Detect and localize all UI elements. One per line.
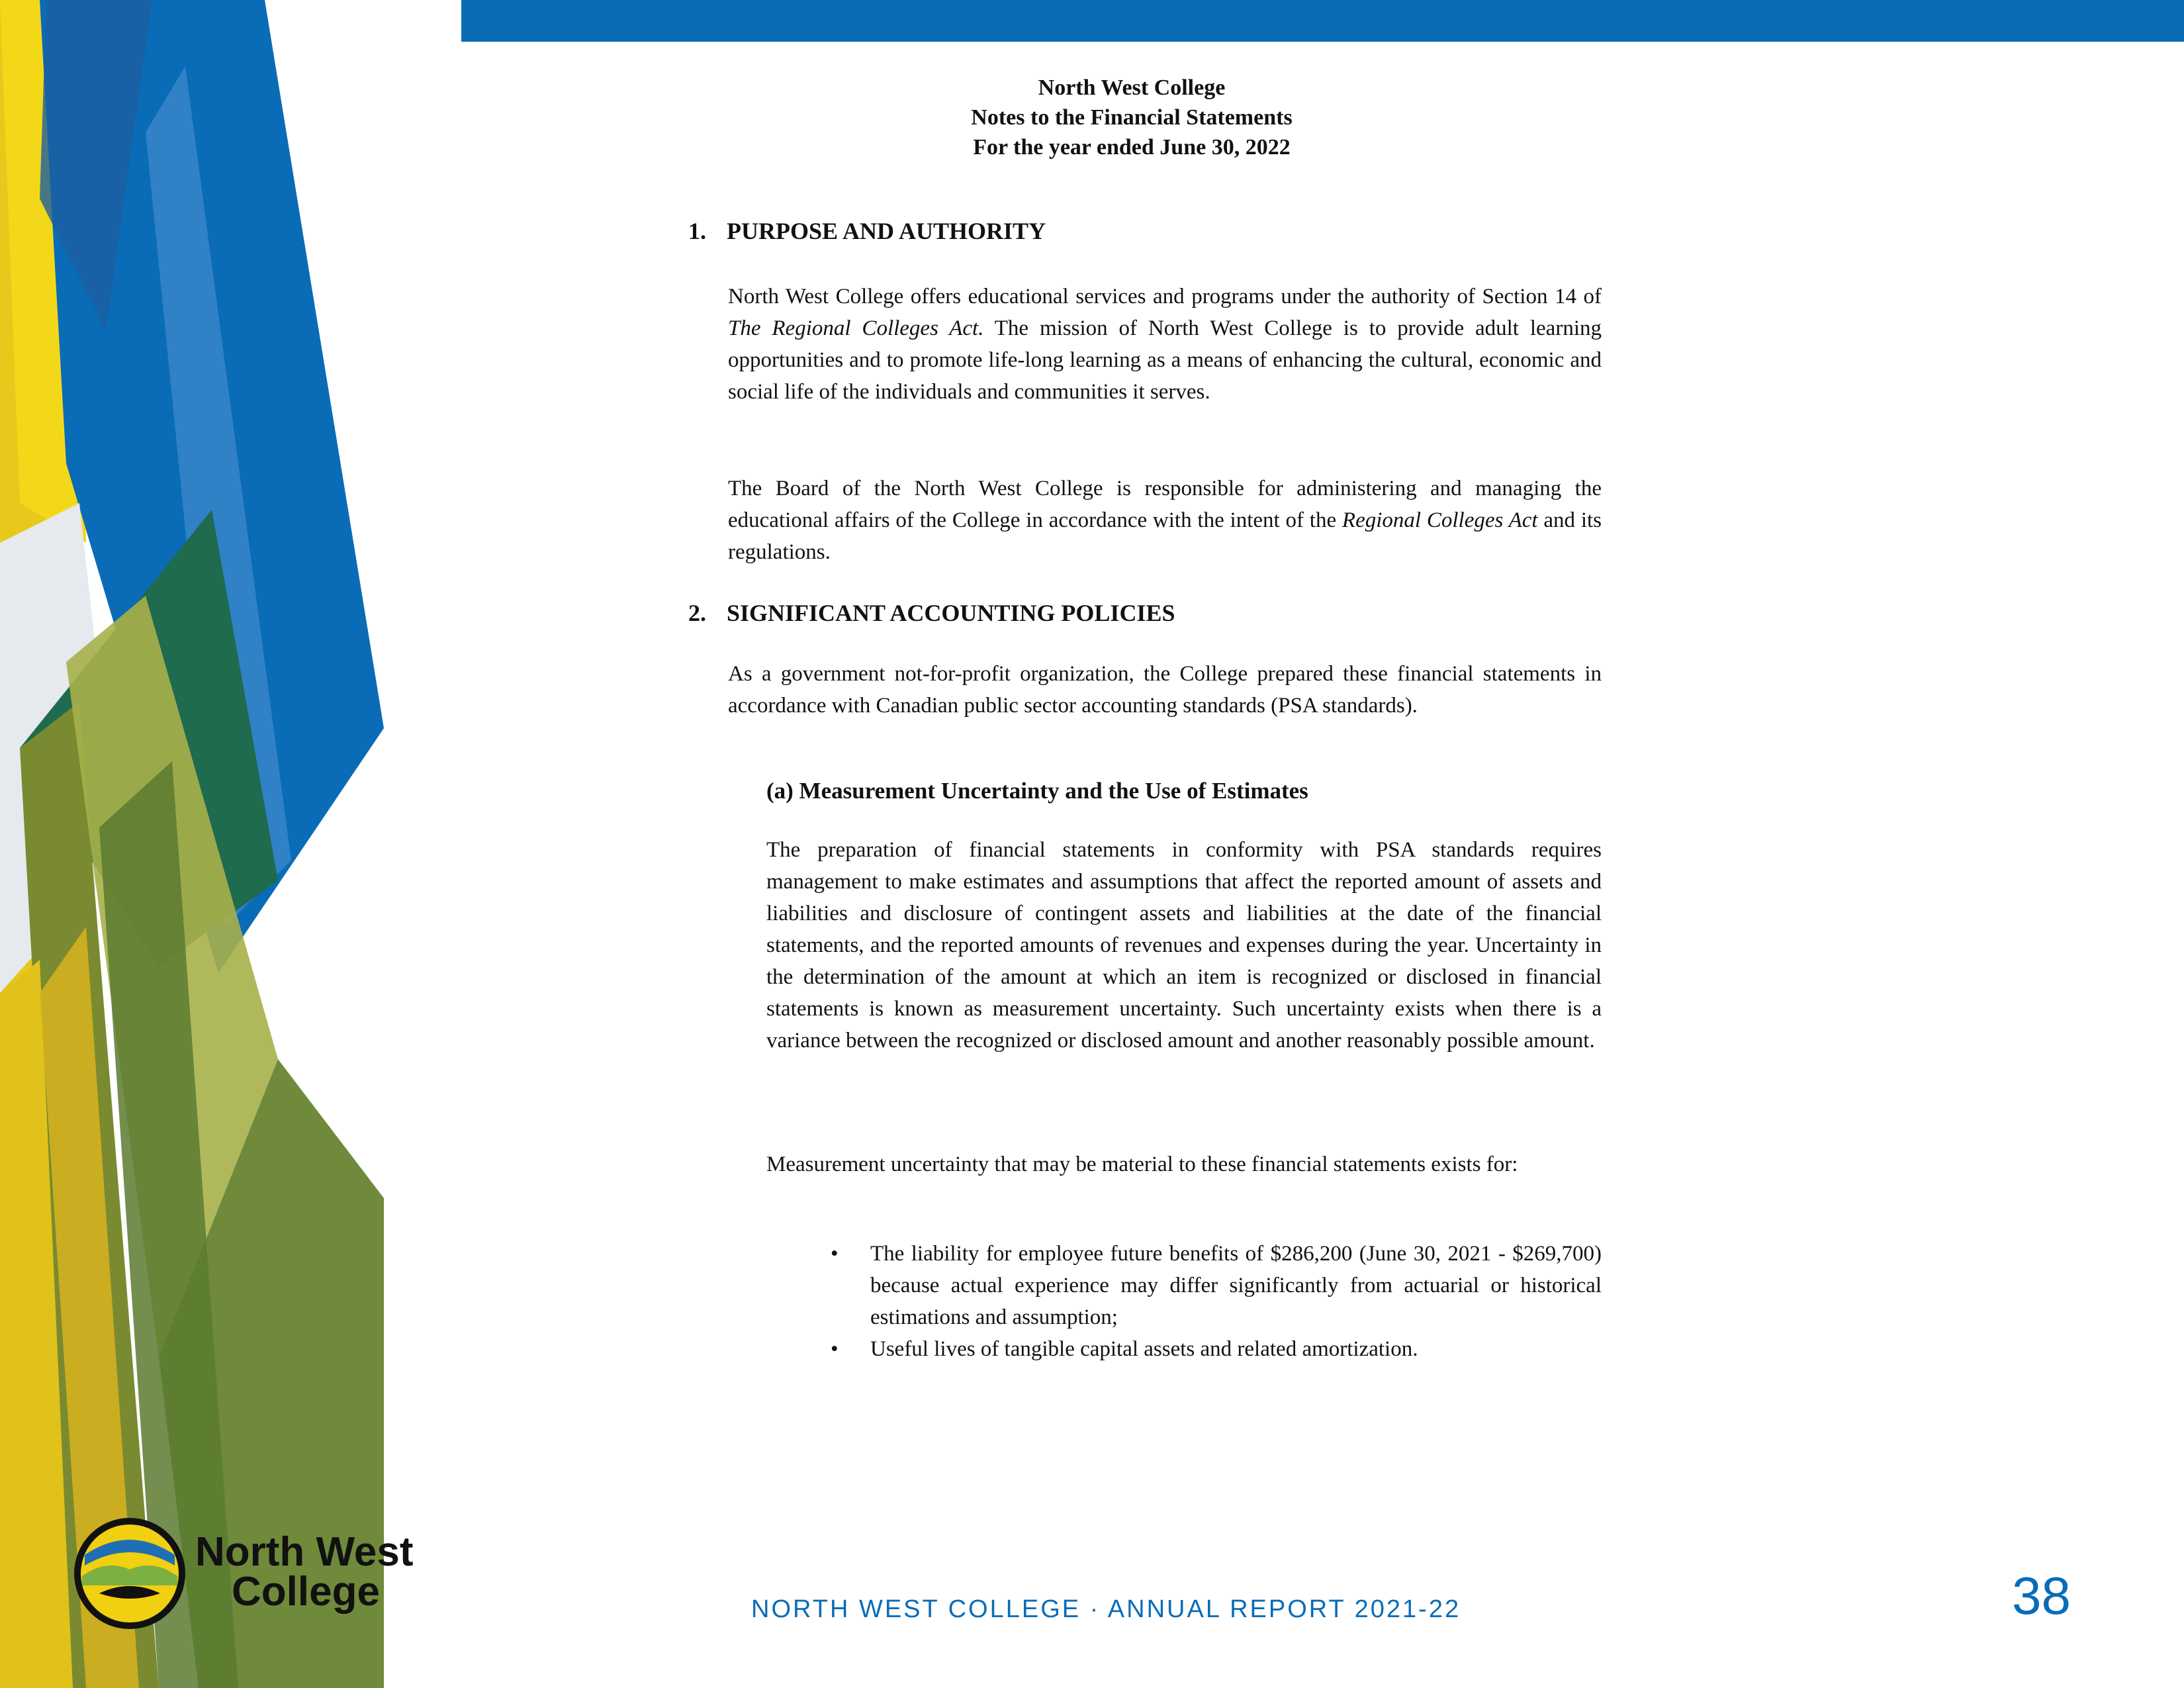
section-2-title: SIGNIFICANT ACCOUNTING POLICIES	[727, 600, 1175, 626]
regional-colleges-act-ref-2: Regional Colleges Act	[1342, 508, 1538, 532]
section-1-title: PURPOSE AND AUTHORITY	[727, 218, 1046, 244]
list-item	[804, 1333, 1602, 1365]
footer-report-title: NORTH WEST COLLEGE · ANNUAL REPORT 2021-22	[751, 1595, 1461, 1623]
list-item-text: The liability for employee future benefits of $286,200 (June 30, 2021 - $269,700) because actual experience may differ significantly from actuarial or historical estimations and assumption;	[870, 1242, 1602, 1329]
top-brand-bar	[461, 0, 2184, 42]
section-1-p1-text-a: North West College offers educational services and programs under the authority of Section 14 of	[728, 285, 1602, 308]
section-2-heading	[688, 599, 1175, 627]
section-1-p2-text-b: and its regulations.	[728, 508, 1602, 564]
section-1-number: 1.	[688, 218, 706, 244]
section-1-paragraph-1	[728, 281, 1602, 408]
page-number: 38	[2012, 1566, 2071, 1625]
subsection-a-paragraph-2: Measurement uncertainty that may be material to these financial statements exists for:	[766, 1152, 1518, 1176]
subsection-a-paragraph-1: The preparation of financial statements in conformity with PSA standards requires management to make estimates and assumptions that affect the reported amount of assets and liabilities and disclosure of contingent assets and liabilities at the date of the financial statements, and the reported amounts of revenues and expenses during the year. Uncertainty in the determination of the amount at which an item is recognized or disclosed in financial statements is known as measurement uncertainty. Such uncertainty exists when there is a variance between the recognized or disclosed amount and another reasonably possible amount.	[766, 838, 1602, 1053]
subsection-a-title: (a) Measurement Uncertainty and the Use of Estimates	[766, 778, 1308, 804]
logo-text-line-1: North West	[195, 1529, 414, 1575]
section-2-paragraph-1: As a government not-for-profit organization, the College prepared these financial statements in accordance with Canadian public sector accounting standards (PSA standards).	[728, 662, 1602, 718]
section-1-p1-text-b: The mission of North West College is to provide adult learning opportunities and to promote life-long learning as a means of enhancing the cultural, economic and social life of the individuals and communities it serves.	[728, 316, 1602, 404]
list-item	[804, 1238, 1602, 1333]
measurement-uncertainty-list	[804, 1238, 1602, 1365]
financial-notes-document	[688, 73, 1602, 1361]
bullet-icon: •	[831, 1337, 839, 1361]
list-item-text: Useful lives of tangible capital assets and related amortization.	[870, 1337, 1418, 1361]
north-west-college-logo	[73, 1513, 417, 1632]
document-header	[688, 73, 1575, 162]
header-line-notes: Notes to the Financial Statements	[971, 105, 1293, 130]
section-1-heading	[688, 217, 1046, 245]
header-line-year: For the year ended June 30, 2022	[973, 135, 1291, 160]
header-line-college: North West College	[1038, 75, 1226, 100]
bullet-icon: •	[831, 1242, 839, 1266]
section-1-p2-text-a: The Board of the North West College is responsible for administering and managing the educational affairs of the College in accordance with the intent of the	[728, 477, 1602, 532]
section-1-paragraph-2	[728, 473, 1602, 568]
decorative-side-artwork	[0, 0, 410, 1688]
logo-text-line-2: College	[232, 1569, 380, 1615]
section-2-number: 2.	[688, 600, 706, 626]
regional-colleges-act-ref: The Regional Colleges Act.	[728, 316, 984, 340]
